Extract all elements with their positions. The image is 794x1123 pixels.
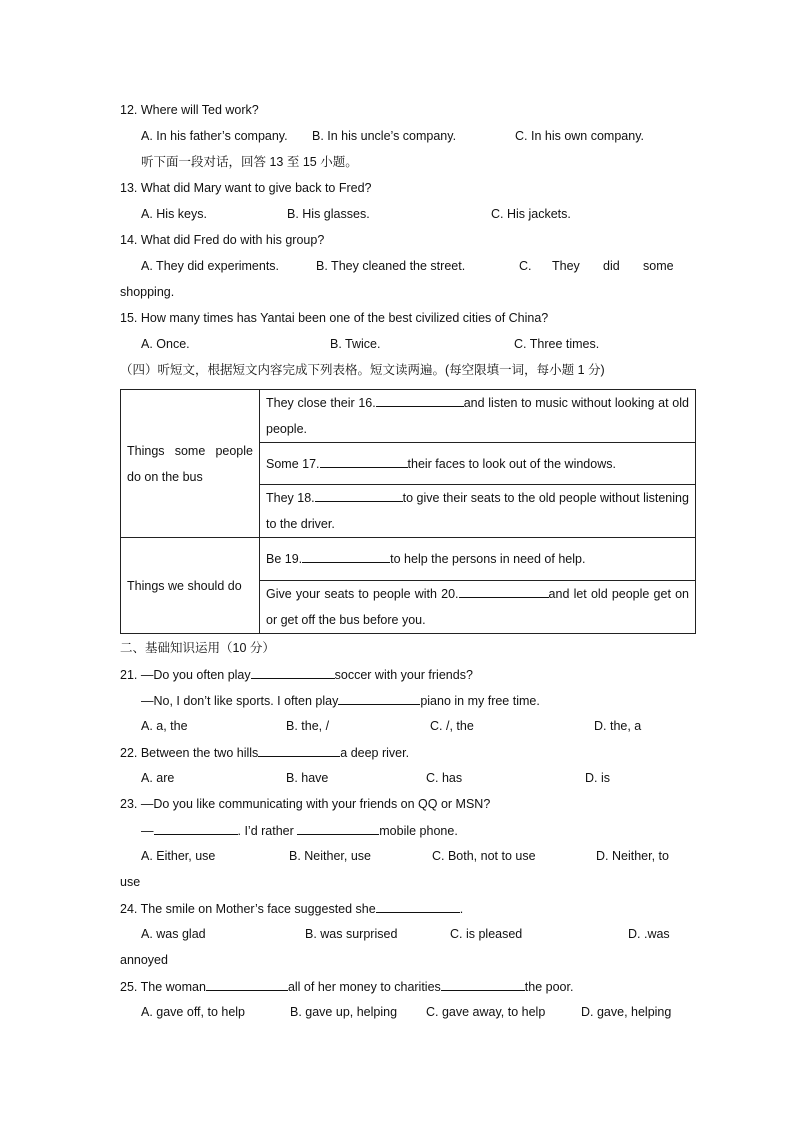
blank-19[interactable]: [302, 550, 390, 563]
blank-17[interactable]: [320, 455, 408, 468]
table-group-label: Things we should do: [121, 538, 260, 634]
q22-blank[interactable]: [258, 744, 340, 757]
q25-stem: 25. The woman all of her money to charities the poor.: [120, 980, 574, 994]
table-row: Be 19. to help the persons in need of help.: [260, 538, 696, 581]
q23-option-d-wrap: use: [120, 875, 141, 889]
q25-option-c: C. gave away, to help: [426, 1005, 546, 1019]
q13-stem: 13. What did Mary want to give back to Fred?: [120, 181, 372, 195]
q12-stem: 12. Where will Ted work?: [120, 103, 259, 117]
q25-blank[interactable]: [206, 978, 288, 991]
q13-option-b: B. His glasses.: [287, 207, 370, 221]
q22-option-d: D. is: [585, 771, 610, 785]
blank-16[interactable]: [376, 394, 464, 407]
q15-option-c: C. Three times.: [514, 337, 600, 351]
section-4-title: （四）听短文，根据短文内容完成下列表格。短文读两遍。(每空限填一词，每小题 1 分): [120, 363, 605, 377]
q21-line2: —No, I don’t like sports. I often play piano in my free time.: [141, 694, 540, 708]
table-group-label: Things some people do on the bus: [121, 390, 260, 538]
q15-option-a: A. Once.: [141, 337, 190, 351]
q14-option-b: B. They cleaned the street.: [316, 259, 466, 273]
q22-stem: 22. Between the two hills a deep river.: [120, 746, 410, 760]
q25-blank[interactable]: [441, 978, 525, 991]
q24-option-d: D. .was: [628, 927, 670, 941]
q25-option-b: B. gave up, helping: [290, 1005, 398, 1019]
q24-option-b: B. was surprised: [305, 927, 398, 941]
q23-option-a: A. Either, use: [141, 849, 216, 863]
q25-option-a: A. gave off, to help: [141, 1005, 246, 1019]
q23-blank[interactable]: [297, 822, 379, 835]
q14-option-c-wrap: shopping.: [120, 285, 175, 299]
q24-stem: 24. The smile on Mother’s face suggested she .: [120, 902, 464, 916]
q12-option-a: A. In his father’s company.: [141, 129, 288, 143]
q24-option-d-wrap: annoyed: [120, 953, 168, 967]
blank-18[interactable]: [315, 489, 403, 502]
q24-option-c: C. is pleased: [450, 927, 523, 941]
q21-option-c: C. /, the: [430, 719, 474, 733]
q13-option-c: C. His jackets.: [491, 207, 571, 221]
table-row: Give your seats to people with 20. and let old people get on or get off the bus before you.: [260, 581, 696, 634]
q23-option-c: C. Both, not to use: [432, 849, 536, 863]
section-2-title: 二、基础知识运用（10 分）: [120, 641, 275, 655]
q14-option-a: A. They did experiments.: [141, 259, 280, 273]
q22-option-a: A. are: [141, 771, 175, 785]
q21-blank[interactable]: [251, 666, 335, 679]
q21-blank[interactable]: [338, 692, 420, 705]
q24-blank[interactable]: [376, 900, 460, 913]
instruction-13-15: 听下面一段对话，回答 13 至 15 小题。: [141, 155, 358, 169]
q14-option-c-word: did: [603, 259, 620, 273]
q12-option-c: C. In his own company.: [515, 129, 644, 143]
q21-option-b: B. the, /: [286, 719, 330, 733]
q14-option-c-word: They: [552, 259, 580, 273]
q23-option-d: D. Neither, to: [596, 849, 669, 863]
q14-option-c-label: C.: [519, 259, 532, 273]
q22-option-c: C. has: [426, 771, 463, 785]
q15-stem: 15. How many times has Yantai been one of the best civilized cities of China?: [120, 311, 549, 325]
q21-option-d: D. the, a: [594, 719, 642, 733]
q21-option-a: A. a, the: [141, 719, 188, 733]
q23-stem: 23. —Do you like communicating with your friends on QQ or MSN?: [120, 797, 491, 811]
q14-option-c-word: some: [643, 259, 674, 273]
q14-stem: 14. What did Fred do with his group?: [120, 233, 325, 247]
q12-option-b: B. In his uncle’s company.: [312, 129, 457, 143]
q15-option-b: B. Twice.: [330, 337, 381, 351]
q23-line2: — . I’d rather mobile phone.: [141, 824, 458, 838]
blank-20[interactable]: [459, 585, 549, 598]
q25-option-d: D. gave, helping: [581, 1005, 672, 1019]
q13-option-a: A. His keys.: [141, 207, 207, 221]
q22-option-b: B. have: [286, 771, 329, 785]
q24-option-a: A. was glad: [141, 927, 206, 941]
q23-option-b: B. Neither, use: [289, 849, 371, 863]
q21-stem: 21. —Do you often play soccer with your friends?: [120, 668, 473, 682]
table-row: They 18. to give their seats to the old people without listening to the driver.: [260, 485, 696, 538]
table-row: They close their 16. and listen to music without looking at old people.: [260, 390, 696, 443]
listening-table: [120, 389, 696, 634]
q23-blank[interactable]: [154, 822, 238, 835]
table-row: Some 17. their faces to look out of the windows.: [260, 443, 696, 485]
